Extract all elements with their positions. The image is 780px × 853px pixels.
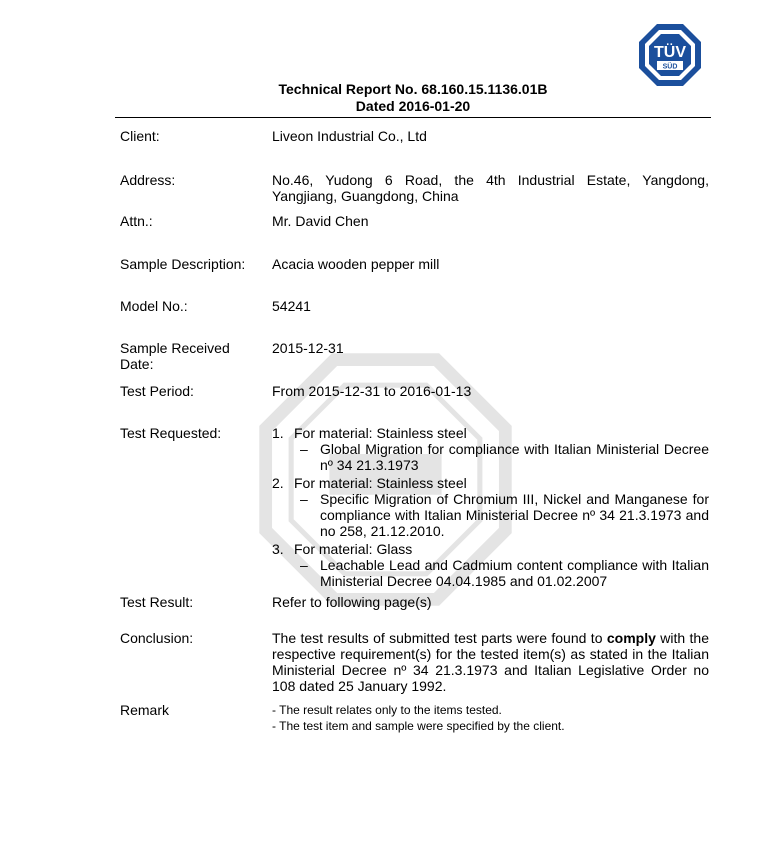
test-item-detail: Specific Migration of Chromium III, Nickel and Manganese for compliance with Italian Ministerial Decree nº 34 21.3.1973 and no 258, 21.12.2010.	[320, 491, 709, 539]
test-requested-item	[272, 541, 709, 589]
attn-label: Attn.:	[120, 213, 153, 229]
model-no-value: 54241	[272, 298, 311, 314]
header-divider	[115, 117, 711, 118]
conclusion-text-start: The test results of submitted test parts were found to	[272, 630, 607, 646]
test-item-detail: Global Migration for compliance with Italian Ministerial Decree nº 34 21.3.1973	[320, 441, 709, 473]
test-period-label: Test Period:	[120, 383, 194, 399]
client-value: Liveon Industrial Co., Ltd	[272, 128, 427, 144]
report-header	[115, 81, 711, 114]
test-item-number: 1.	[272, 425, 284, 441]
test-item-dash: –	[300, 557, 308, 573]
tuv-sud-logo	[637, 22, 703, 88]
sample-received-label: Sample Received Date:	[120, 340, 230, 372]
remark-line: - The result relates only to the items tested.	[272, 703, 502, 717]
report-title: Technical Report No. 68.160.15.1136.01B	[278, 81, 548, 97]
remark-line: - The test item and sample were specified by the client.	[272, 719, 565, 733]
test-result-label: Test Result:	[120, 594, 194, 610]
test-requested-item	[272, 475, 709, 539]
remark-list	[272, 702, 709, 734]
model-no-label: Model No.:	[120, 298, 188, 314]
test-item-title: For material: Glass	[294, 541, 413, 557]
conclusion-value	[272, 630, 709, 694]
sample-received-value: 2015-12-31	[272, 340, 344, 356]
test-item-dash: –	[300, 491, 308, 507]
test-item-dash: –	[300, 441, 308, 457]
conclusion-comply: comply	[606, 630, 656, 646]
sample-description-label: Sample Description:	[120, 256, 246, 272]
test-item-detail-block	[272, 557, 709, 589]
logo-subtext: SÜD	[662, 63, 678, 71]
test-item-title: For material: Stainless steel	[294, 475, 467, 491]
client-label: Client:	[120, 128, 160, 144]
test-item-number: 3.	[272, 541, 284, 557]
test-item-detail-block	[272, 491, 709, 539]
remark-label: Remark	[120, 702, 170, 718]
test-requested-item	[272, 425, 709, 473]
test-result-value: Refer to following page(s)	[272, 594, 432, 610]
test-item-title: For material: Stainless steel	[294, 425, 467, 441]
test-period-value: From 2015-12-31 to 2016-01-13	[272, 383, 472, 399]
address-value: No.46, Yudong 6 Road, the 4th Industrial Estate, Yangdong, Yangjiang, Guangdong, China	[272, 172, 709, 204]
test-requested-label: Test Requested:	[120, 425, 222, 441]
report-date: Dated 2016-01-20	[355, 98, 471, 114]
test-item-detail-block	[272, 441, 709, 473]
conclusion-text-end: with the respective requirement(s) for the tested item(s) as stated in the Italian Ministerial Decree nº 34 21.3.1973 and Italian Legislative Order no 108 dated 25 January 1992.	[272, 630, 709, 694]
conclusion-label: Conclusion:	[120, 630, 194, 646]
test-item-number: 2.	[272, 475, 284, 491]
test-item-detail: Leachable Lead and Cadmium content compliance with Italian Ministerial Decree 04.04.1985 and 01.02.2007	[320, 557, 709, 589]
logo-text: TÜV	[654, 44, 686, 61]
sample-description-value: Acacia wooden pepper mill	[272, 256, 440, 272]
address-label: Address:	[120, 172, 176, 188]
attn-value: Mr. David Chen	[272, 213, 369, 229]
test-requested-list	[272, 425, 709, 589]
